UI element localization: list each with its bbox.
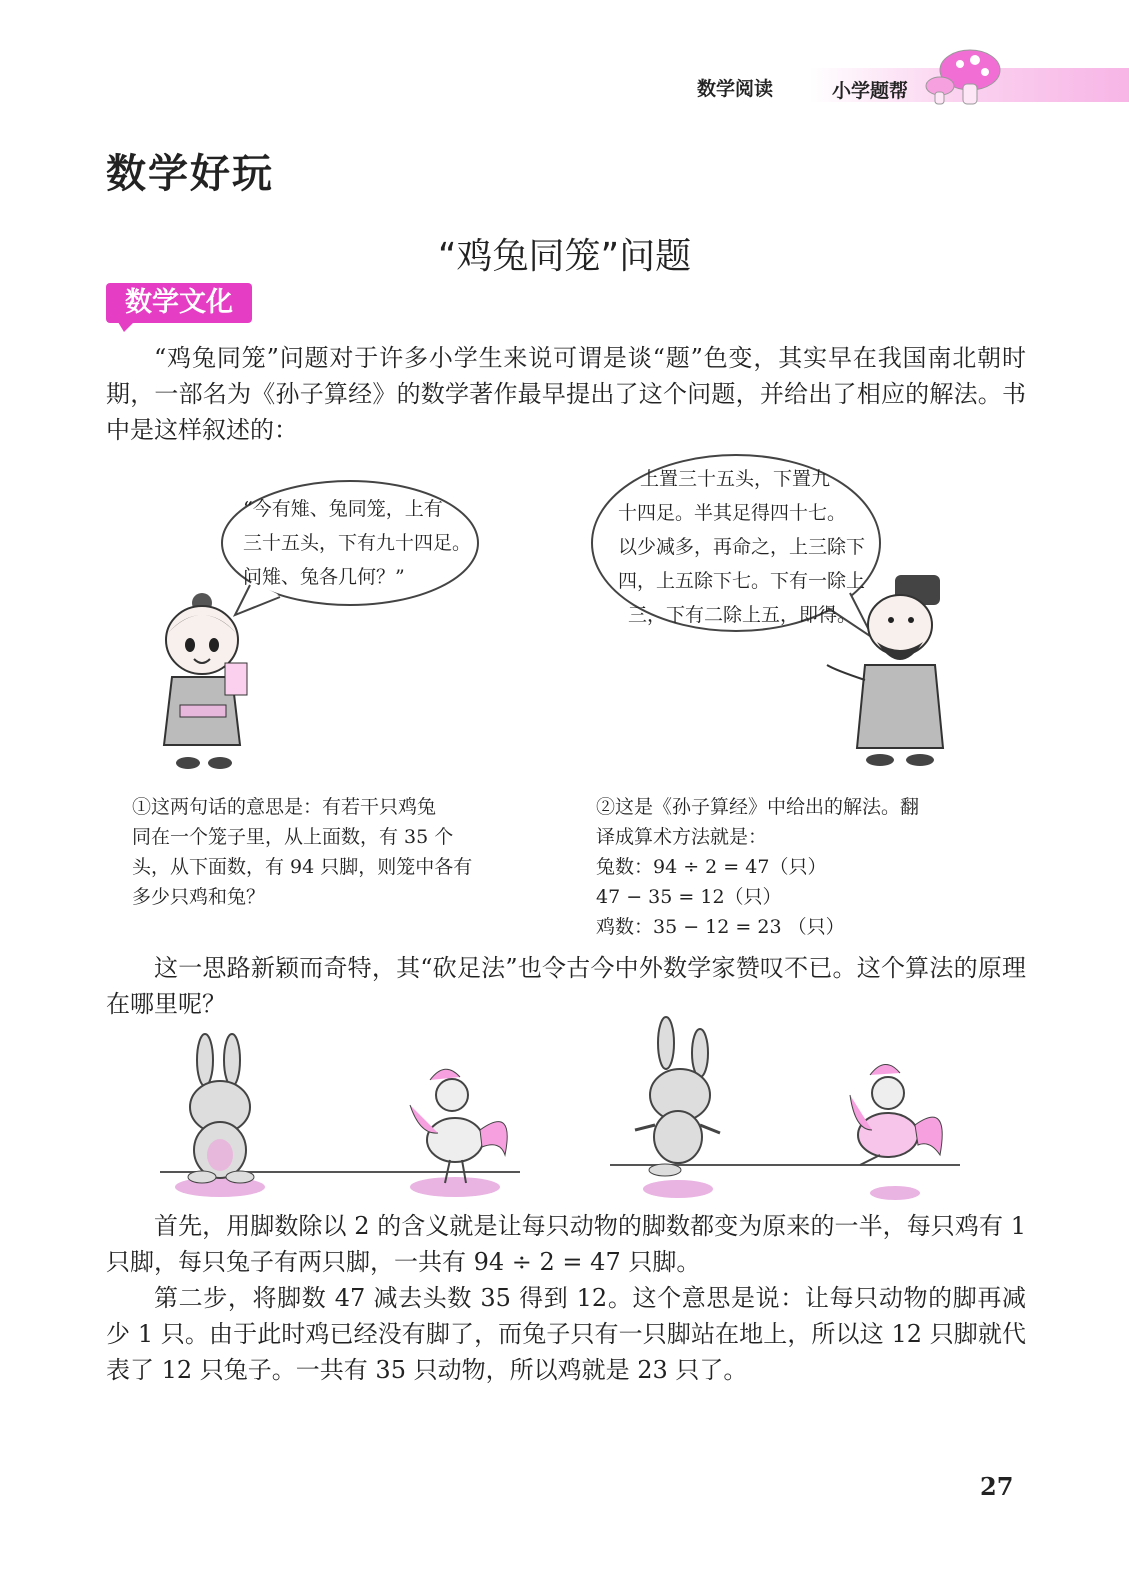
caption-line: 47 − 35 = 12（只） — [596, 886, 782, 908]
caption-line: ①这两句话的意思是：有若干只鸡兔 — [132, 796, 437, 818]
header-series-label: 小学题帮 — [832, 80, 909, 102]
tag-pointer — [118, 322, 134, 332]
caption-line: 多少只鸡和兔？ — [132, 886, 266, 908]
left-bubble-text — [243, 492, 471, 594]
caption-line: 头，从下面数，有 94 只脚，则笼中各有 — [132, 856, 473, 878]
rooster-2 — [850, 1064, 942, 1165]
rabbit-2 — [635, 1017, 720, 1176]
caption-left — [132, 792, 472, 912]
caption-line: 兔数：94 ÷ 2 = 47（只） — [596, 856, 827, 878]
header-book-label: 数学阅读 — [697, 78, 774, 100]
bubble-line: “今有雉、兔同笼，上有 — [243, 498, 443, 520]
paragraph-question: 这一思路新颖而奇特，其“砍足法”也令古今中外数学家赞叹不已。这个算法的原理在哪里呢？ — [106, 954, 1026, 1018]
rabbit-1 — [188, 1034, 254, 1183]
animals-illustration — [160, 1015, 960, 1205]
bubble-line: 十四足。半其足得四十七。 — [618, 502, 847, 524]
caption-line: ②这是《孙子算经》中给出的解法。翻 — [596, 796, 920, 818]
bubble-line: 四，上五除下七。下有一除上 — [618, 570, 866, 592]
bubble-line: 以少减多，再命之，上三除下 — [618, 536, 866, 558]
bubble-line: 三，下有二除上五，即得。 — [628, 604, 857, 626]
paragraph-step2: 第二步，将脚数 47 减去头数 35 得到 12。这个意思是说：让每只动物的脚再减少 1 只。由于此时鸡已经没有脚了，而兔子只有一只脚站在地上，所以这 12 只脚就代表了 12 只兔子。一共有 35 只动物，所以鸡就是 23 只了。 — [106, 1284, 1026, 1384]
caption-line: 同在一个笼子里，从上面数，有 35 个 — [132, 826, 454, 848]
caption-line: 鸡数：35 − 12 = 23 （只） — [596, 916, 845, 938]
bubble-line: 上置三十五头，下置九 — [640, 468, 831, 490]
intro-paragraph: “鸡兔同笼”问题对于许多小学生来说可谓是谈“题”色变，其实早在我国南北朝时期，一部名为《孙子算经》的数学著作最早提出了这个问题，并给出了相应的解法。书中是这样叙述的： — [106, 344, 1026, 444]
section-tag: 数学文化 — [106, 283, 252, 323]
caption-line: 译成算术方法就是： — [596, 826, 768, 848]
bubble-line: 三十五头，下有九十四足。 — [243, 532, 472, 554]
rooster-1 — [410, 1069, 507, 1183]
child-illustration — [140, 585, 265, 775]
bubble-line: 问雉、兔各几何？” — [243, 566, 405, 588]
page-number: 27 — [980, 1472, 1014, 1501]
mushroom-icon — [915, 40, 1005, 110]
scholar-illustration — [825, 570, 955, 770]
paragraph-step1: 首先，用脚数除以 2 的含义就是让每只动物的脚数都变为原来的一半，每只鸡有 1 只脚，每只兔子有两只脚，一共有 94 ÷ 2 = 47 只脚。 — [106, 1212, 1026, 1276]
page-title: “鸡兔同笼”问题 — [437, 236, 692, 277]
section-title: 数学好玩 — [106, 151, 274, 197]
caption-right — [596, 792, 919, 942]
